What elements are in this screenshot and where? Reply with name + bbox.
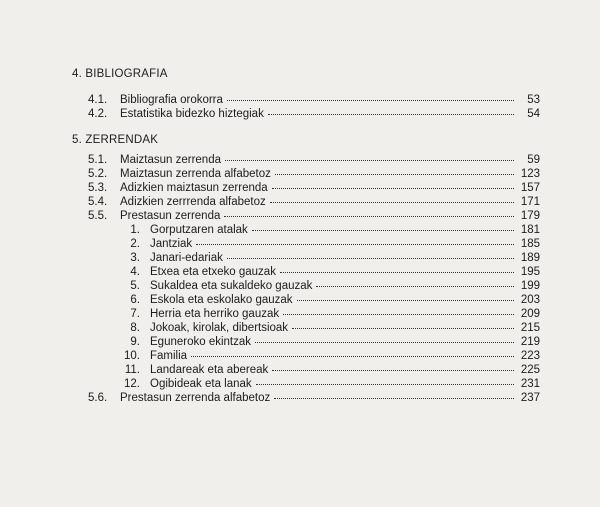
dot-leader bbox=[292, 318, 514, 329]
dot-leader bbox=[283, 304, 514, 315]
dot-leader bbox=[225, 150, 514, 161]
entry-title: Familia bbox=[150, 350, 188, 362]
entry-title: Adizkien zerrrenda alfabetoz bbox=[120, 196, 266, 208]
entry-page: 199 bbox=[520, 280, 540, 292]
dot-leader bbox=[255, 332, 514, 343]
section-heading-zerrendak: 5. ZERRENDAK bbox=[72, 134, 159, 146]
entry-title: Prestasun zerrenda alfabetoz bbox=[120, 392, 271, 404]
entry-page: 237 bbox=[520, 392, 540, 404]
entry-page: 53 bbox=[527, 94, 540, 106]
entry-page: 157 bbox=[520, 182, 540, 194]
entry-page: 59 bbox=[527, 154, 540, 166]
dot-leader bbox=[297, 290, 514, 301]
dot-leader bbox=[191, 346, 514, 357]
entry-page: 195 bbox=[520, 266, 540, 278]
entry-number: 5. bbox=[130, 280, 140, 292]
entry-page: 223 bbox=[520, 350, 540, 362]
entry-number: 8. bbox=[130, 322, 140, 334]
toc-entry bbox=[88, 106, 540, 120]
entry-title: Ogibideak eta lanak bbox=[150, 378, 252, 390]
entry-number: 5.6. bbox=[88, 392, 108, 404]
entry-title: Maiztasun zerrenda alfabetoz bbox=[120, 168, 271, 180]
entry-page: 219 bbox=[520, 336, 540, 348]
entry-number: 9. bbox=[130, 336, 140, 348]
dot-leader bbox=[274, 388, 514, 399]
entry-number: 6. bbox=[130, 294, 140, 306]
toc-entry bbox=[88, 390, 540, 404]
dot-leader bbox=[268, 104, 514, 115]
entry-number: 4.2. bbox=[88, 108, 108, 120]
entry-page: 203 bbox=[520, 294, 540, 306]
entry-title: Gorputzaren atalak bbox=[150, 224, 248, 236]
entry-number: 5.5. bbox=[88, 210, 108, 222]
dot-leader bbox=[227, 90, 514, 101]
dot-leader bbox=[252, 220, 514, 231]
entry-page: 189 bbox=[520, 252, 540, 264]
dot-leader bbox=[224, 206, 514, 217]
entry-title: Eguneroko ekintzak bbox=[150, 336, 252, 348]
entry-page: 123 bbox=[520, 168, 540, 180]
entry-number: 4.1. bbox=[88, 94, 108, 106]
entry-number: 5.2. bbox=[88, 168, 108, 180]
entry-number: 4. bbox=[130, 266, 140, 278]
entry-title: Etxea eta etxeko gauzak bbox=[150, 266, 276, 278]
entry-page: 231 bbox=[520, 378, 540, 390]
entry-title: Maiztasun zerrenda bbox=[120, 154, 221, 166]
dot-leader bbox=[280, 262, 514, 273]
entry-page: 185 bbox=[520, 238, 540, 250]
dot-leader bbox=[272, 178, 514, 189]
dot-leader bbox=[270, 192, 514, 203]
entry-title: Jantziak bbox=[150, 238, 193, 250]
dot-leader bbox=[196, 234, 514, 245]
entry-page: 215 bbox=[520, 322, 540, 334]
entry-title: Eskola eta eskolako gauzak bbox=[150, 294, 293, 306]
entry-number: 5.3. bbox=[88, 182, 108, 194]
entry-page: 181 bbox=[520, 224, 540, 236]
entry-number: 10. bbox=[124, 350, 140, 362]
entry-number: 3. bbox=[130, 252, 140, 264]
entry-number: 11. bbox=[124, 364, 140, 376]
entry-title: Adizkien maiztasun zerrenda bbox=[120, 182, 268, 194]
entry-number: 5.4. bbox=[88, 196, 108, 208]
entry-page: 179 bbox=[520, 210, 540, 222]
entry-title: Janari-edariak bbox=[150, 252, 223, 264]
entry-number: 2. bbox=[130, 238, 140, 250]
entry-title: Estatistika bidezko hiztegiak bbox=[120, 108, 264, 120]
dot-leader bbox=[316, 276, 514, 287]
entry-title: Sukaldea eta sukaldeko gauzak bbox=[150, 280, 313, 292]
entry-page: 209 bbox=[520, 308, 540, 320]
entry-number: 12. bbox=[124, 378, 140, 390]
entry-number: 7. bbox=[130, 308, 140, 320]
entry-page: 225 bbox=[520, 364, 540, 376]
entry-page: 171 bbox=[520, 196, 540, 208]
entry-number: 5.1. bbox=[88, 154, 108, 166]
entry-number: 1. bbox=[130, 224, 140, 236]
entry-title: Herria eta herriko gauzak bbox=[150, 308, 280, 320]
dot-leader bbox=[272, 360, 514, 371]
entry-page: 54 bbox=[527, 108, 540, 120]
section-heading-bibliografia: 4. BIBLIOGRAFIA bbox=[72, 68, 168, 80]
entry-title: Jokoak, kirolak, dibertsioak bbox=[150, 322, 289, 334]
entry-title: Prestasun zerrenda bbox=[120, 210, 221, 222]
dot-leader bbox=[275, 164, 514, 175]
entry-title: Landareak eta abereak bbox=[150, 364, 269, 376]
dot-leader bbox=[256, 374, 514, 385]
entry-title: Bibliografia orokorra bbox=[120, 94, 223, 106]
dot-leader bbox=[227, 248, 514, 259]
